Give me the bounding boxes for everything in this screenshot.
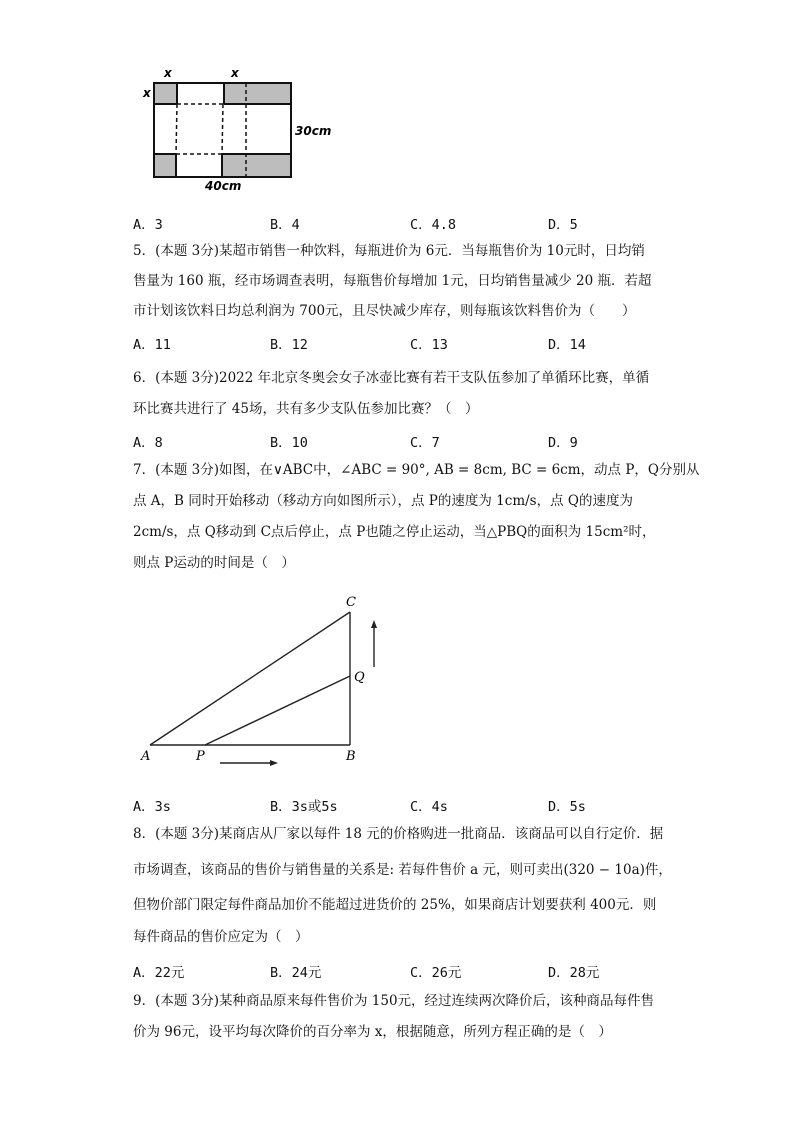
label-x: x xyxy=(143,86,151,100)
q6-text: 6．(本题 3分)2022 年北京冬奥会女子冰壶比赛有若干支队伍参加了单循环比赛，单循 xyxy=(133,370,650,386)
q5-text: 5．(本题 3分)某超市销售一种饮料，每瓶进价为 6元．当每瓶售价为 10元时，日均销 xyxy=(133,243,645,259)
cut-square xyxy=(222,154,291,177)
q4-option-b[interactable]: B．4 xyxy=(270,217,300,233)
q7-text: 2cm/s，点 Q移动到 C点后停止，点 P也随之停止运动，当△PBQ的面积为 15cm²时， xyxy=(133,524,656,540)
q5-option-d[interactable]: D．14 xyxy=(548,337,586,353)
cut-square xyxy=(154,154,176,177)
label-30cm: 30cm xyxy=(295,124,332,138)
q4-option-d[interactable]: D．5 xyxy=(548,217,578,233)
point-b: B xyxy=(346,749,356,764)
label-40cm: 40cm xyxy=(205,179,242,193)
q7-triangle-figure xyxy=(150,612,374,763)
q8-text: 但物价部门限定每件商品加价不能超过进货价的 25%，如果商店计划要获利 400元．则 xyxy=(133,897,657,913)
q6-text: 环比赛共进行了 45场，共有多少支队伍参加比赛？（ ） xyxy=(133,401,479,417)
point-a: A xyxy=(141,749,151,764)
q7-text: 则点 P运动的时间是（ ） xyxy=(133,555,295,571)
q8-option-c[interactable]: C．26元 xyxy=(410,965,462,981)
q8-text: 市场调查，该商品的售价与销售量的关系是: 若每件售价 a 元，则可卖出(320 − 10a)件， xyxy=(133,862,672,878)
q4-option-a[interactable]: A．3 xyxy=(133,217,163,233)
q6-option-c[interactable]: C．7 xyxy=(410,435,440,451)
q5-option-a[interactable]: A．11 xyxy=(133,337,171,353)
point-p: P xyxy=(196,749,205,764)
q7-text: 点 A，B 同时开始移动（移动方向如图所示），点 P的速度为 1cm/s，点 Q的速度为 xyxy=(133,493,633,509)
q4-option-c[interactable]: C．4.8 xyxy=(410,217,457,233)
q8-option-d[interactable]: D．28元 xyxy=(548,965,600,981)
point-c: C xyxy=(346,595,356,610)
q8-text: 每件商品的售价应定为（ ） xyxy=(133,929,309,945)
q5-text: 售量为 160 瓶，经市场调查表明，每瓶售价每增加 1元，日均销售量减少 20 瓶．若超 xyxy=(133,273,652,289)
q5-option-c[interactable]: C．13 xyxy=(410,337,448,353)
arrow-right-icon xyxy=(270,760,278,766)
q8-option-b[interactable]: B．24元 xyxy=(270,965,322,981)
q9-text: 9．(本题 3分)某种商品原来每件售价为 150元，经过连续两次降价后，该种商品每件售 xyxy=(133,993,655,1009)
q7-option-b[interactable]: B．3s或5s xyxy=(270,799,338,815)
arrow-up-icon xyxy=(371,620,377,628)
label-x: x xyxy=(231,66,239,80)
q7-option-c[interactable]: C．4s xyxy=(410,799,448,815)
q6-option-b[interactable]: B．10 xyxy=(270,435,308,451)
q7-option-a[interactable]: A．3s xyxy=(133,799,171,815)
q9-text: 价为 96元，设平均每次降价的百分率为 x，根据随意，所列方程正确的是（ ） xyxy=(133,1024,612,1040)
q5-text: 市计划该饮料日均总利润为 700元，且尽快减少库存，则每瓶该饮料售价为（ ） xyxy=(133,303,636,319)
q6-option-a[interactable]: A．8 xyxy=(133,435,163,451)
cut-square xyxy=(224,83,291,104)
q8-text: 8．(本题 3分)某商店从厂家以每件 18 元的价格购进一批商品．该商品可以自行定价．据 xyxy=(133,826,664,842)
label-x: x xyxy=(164,66,172,80)
q7-option-d[interactable]: D．5s xyxy=(548,799,586,815)
q6-option-d[interactable]: D．9 xyxy=(548,435,578,451)
q8-option-a[interactable]: A．22元 xyxy=(133,965,185,981)
q7-text: 7．(本题 3分)如图，在∨ABC中，∠ABC = 90°, AB = 8cm, BC = 6cm，动点 P，Q分别从 xyxy=(133,462,700,478)
point-q: Q xyxy=(354,670,365,685)
cut-square xyxy=(154,83,177,104)
q5-option-b[interactable]: B．12 xyxy=(270,337,308,353)
